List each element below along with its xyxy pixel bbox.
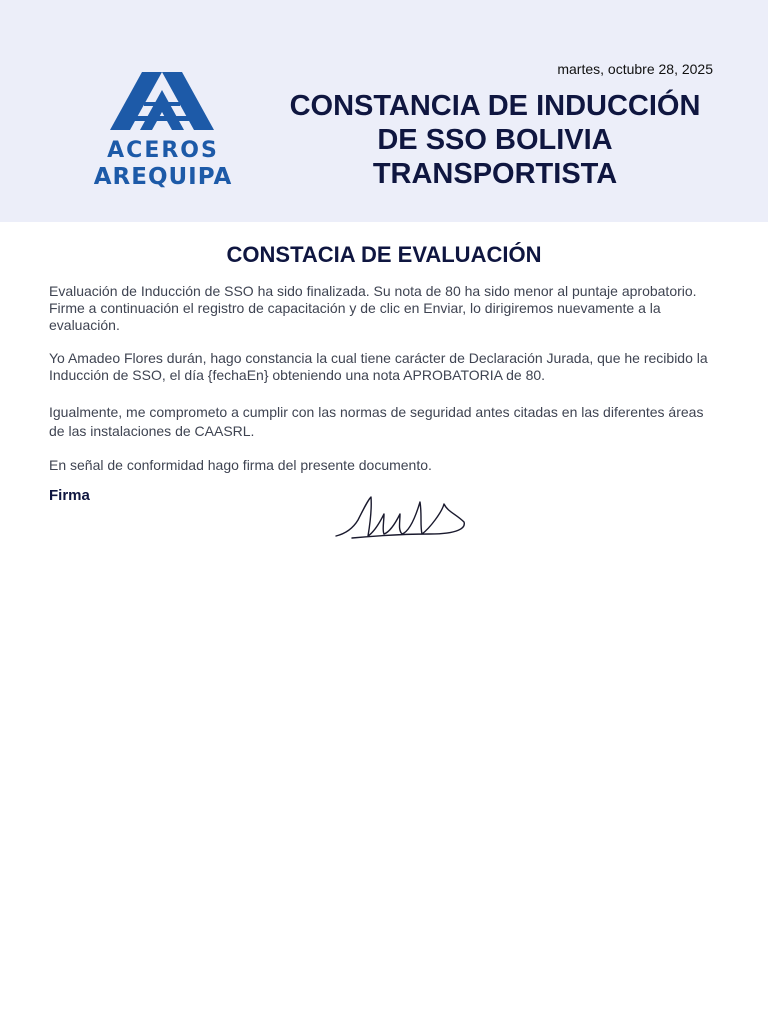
signature-label: Firma [49,487,90,504]
logo-word-arequipa: AREQUIPA [93,164,233,190]
commitment-paragraph: Igualmente, me comprometo a cumplir con las normas de seguridad antes citadas en las diferentes áreas de las instalaciones de CAASRL. [49,404,704,439]
logo-mark-icon [110,72,214,134]
section-title: CONSTACIA DE EVALUACIÓN [226,242,542,267]
header-banner [0,0,768,222]
document-date: martes, octubre 28, 2025 [557,61,713,77]
logo-word-aceros: ACEROS [107,138,219,163]
page-title: CONSTANCIA DE INDUCCIÓN DE SSO BOLIVIA TRANSPORTISTA [289,90,701,190]
handwritten-signature [334,492,470,544]
declaration-paragraph: Yo Amadeo Flores durán, hago constancia la cual tiene carácter de Declaración Jurada, que he recibido la Inducción de SSO, el día {fechaEn} obteniendo una nota APROBATORIA de 80. [49,350,708,383]
evaluation-result-paragraph: Evaluación de Inducción de SSO ha sido finalizada. Su nota de 80 ha sido menor al puntaje aprobatorio. Firme a continuación el registro de capacitación y de clic en Enviar, lo dirigiremos nuevamente a la evaluación. [49,283,697,333]
aceros-arequipa-logo [82,72,244,194]
conformity-paragraph: En señal de conformidad hago firma del presente documento. [49,457,432,473]
